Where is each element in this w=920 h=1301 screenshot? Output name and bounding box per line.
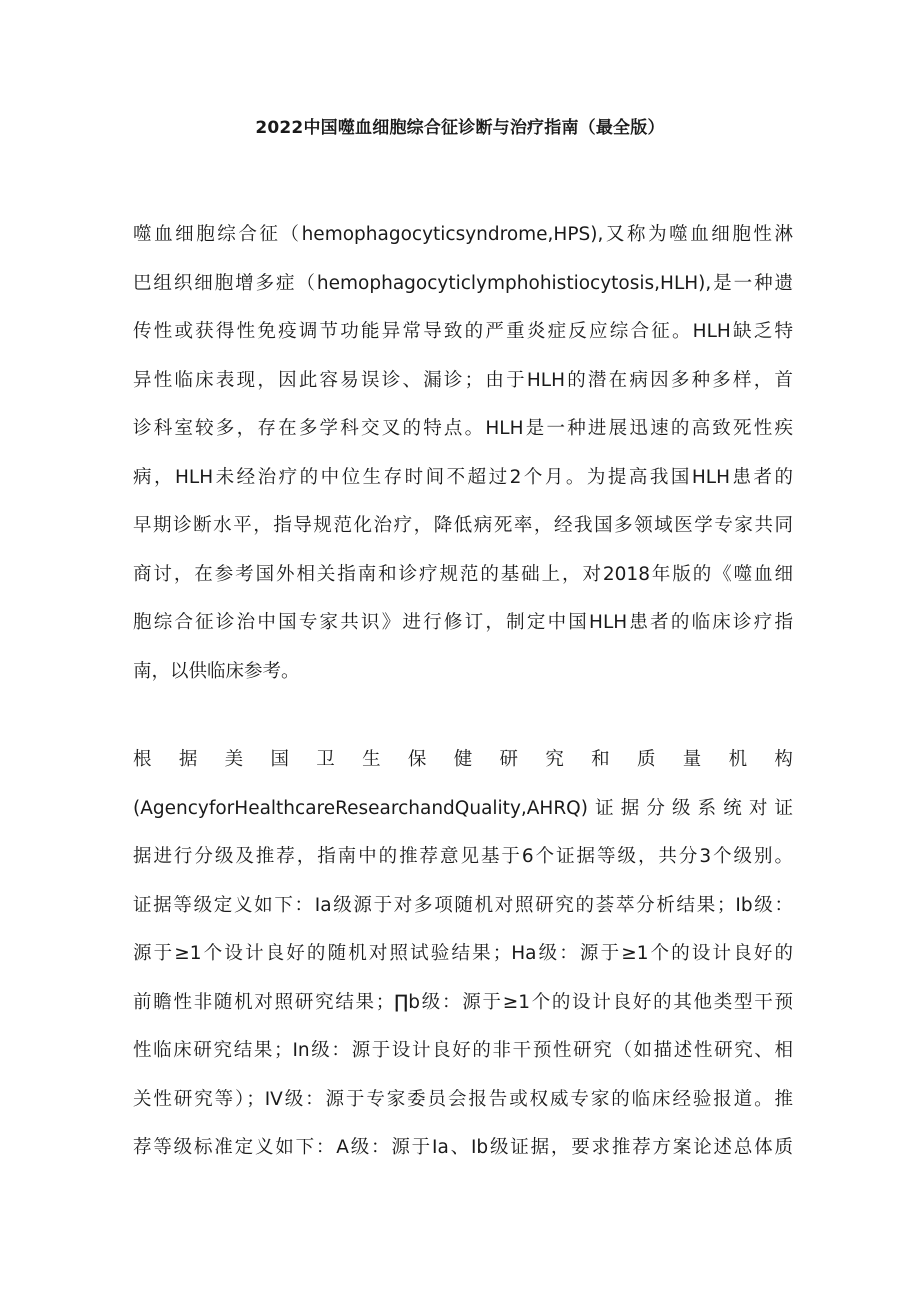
- spread-char: 量: [682, 749, 702, 770]
- paragraph-line: 前瞻性非随机对照研究结果；∏b级：源于≥1个的设计良好的其他类型干预: [133, 991, 793, 1013]
- spread-char: 健: [453, 749, 473, 770]
- paragraph-line: 性临床研究结果；In级：源于设计良好的非干预性研究（如描述性研究、相: [133, 1040, 793, 1061]
- spread-char: 国: [270, 749, 289, 770]
- paragraph-line: 南，以供临床参考。: [133, 660, 300, 682]
- spread-char: 构: [774, 749, 793, 770]
- paragraph-line: 据进行分级及推荐，指南中的推荐意见基于6个证据等级，共分3个级别。: [133, 846, 793, 867]
- paragraph-line: 巴组织细胞增多症（hemophagocyticlymphohistiocytosis,HLH),是一种遗: [133, 272, 793, 294]
- spread-char: 研: [499, 749, 519, 770]
- paragraph-line: 病，HLH未经治疗的中位生存时间不超过2个月。为提高我国HLH患者的: [133, 466, 793, 488]
- intro-paragraph: [133, 211, 793, 696]
- paragraph-line: 传性或获得性免疫调节功能异常导致的严重炎症反应综合征。HLH缺乏特: [133, 321, 793, 342]
- paragraph-line: 商讨，在参考国外相关指南和诊疗规范的基础上，对2018年版的《噬血细: [133, 563, 793, 585]
- spread-char: 质: [636, 749, 656, 770]
- paragraph-line: 关性研究等）；IV级：源于专家委员会报告或权威专家的临床经验报道。推: [133, 1088, 793, 1110]
- paragraph-line: (AgencyforHealthcareResearchandQuality,AHRQ)证据分级系统对证: [133, 797, 793, 819]
- spread-char: 机: [728, 749, 748, 770]
- document-title: 2022中国噬血细胞综合征诊断与治疗指南（最全版）: [255, 118, 665, 138]
- spread-char: 究: [545, 749, 564, 770]
- spread-char: 美: [224, 749, 244, 770]
- paragraph-line: 源于≥1个设计良好的随机对照试验结果；Ha级：源于≥1个的设计良好的: [133, 943, 793, 964]
- spread-char: 和: [591, 749, 610, 770]
- paragraph-line: 诊科室较多，存在多学科交叉的特点。HLH是一种进展迅速的高致死性疾: [133, 418, 793, 439]
- paragraph-line: 异性临床表现，因此容易误诊、漏诊；由于HLH的潜在病因多种多样，首: [133, 369, 793, 391]
- paragraph-line: 荐等级标准定义如下：A级：源于Ia、Ib级证据，要求推荐方案论述总体质: [133, 1137, 793, 1158]
- evidence-grading-paragraph: [133, 736, 793, 1173]
- spread-char: 生: [362, 749, 381, 770]
- paragraph-line: 证据等级定义如下：Ia级源于对多项随机对照研究的荟萃分析结果；Ib级：: [133, 894, 793, 916]
- spread-char: 据: [178, 749, 198, 770]
- spread-char: 卫: [316, 749, 335, 770]
- spread-char: 根: [133, 749, 152, 770]
- paragraph-line: 胞综合征诊治中国专家共识》进行修订，制定中国HLH患者的临床诊疗指: [133, 612, 793, 633]
- paragraph-line-spread: [133, 736, 793, 785]
- paragraph-line: 噬血细胞综合征（hemophagocyticsyndrome,HPS),又称为噬血细胞性淋: [133, 224, 793, 245]
- spread-char: 保: [407, 749, 427, 770]
- paragraph-line: 早期诊断水平，指导规范化治疗，降低病死率，经我国多领域医学专家共同: [133, 515, 793, 536]
